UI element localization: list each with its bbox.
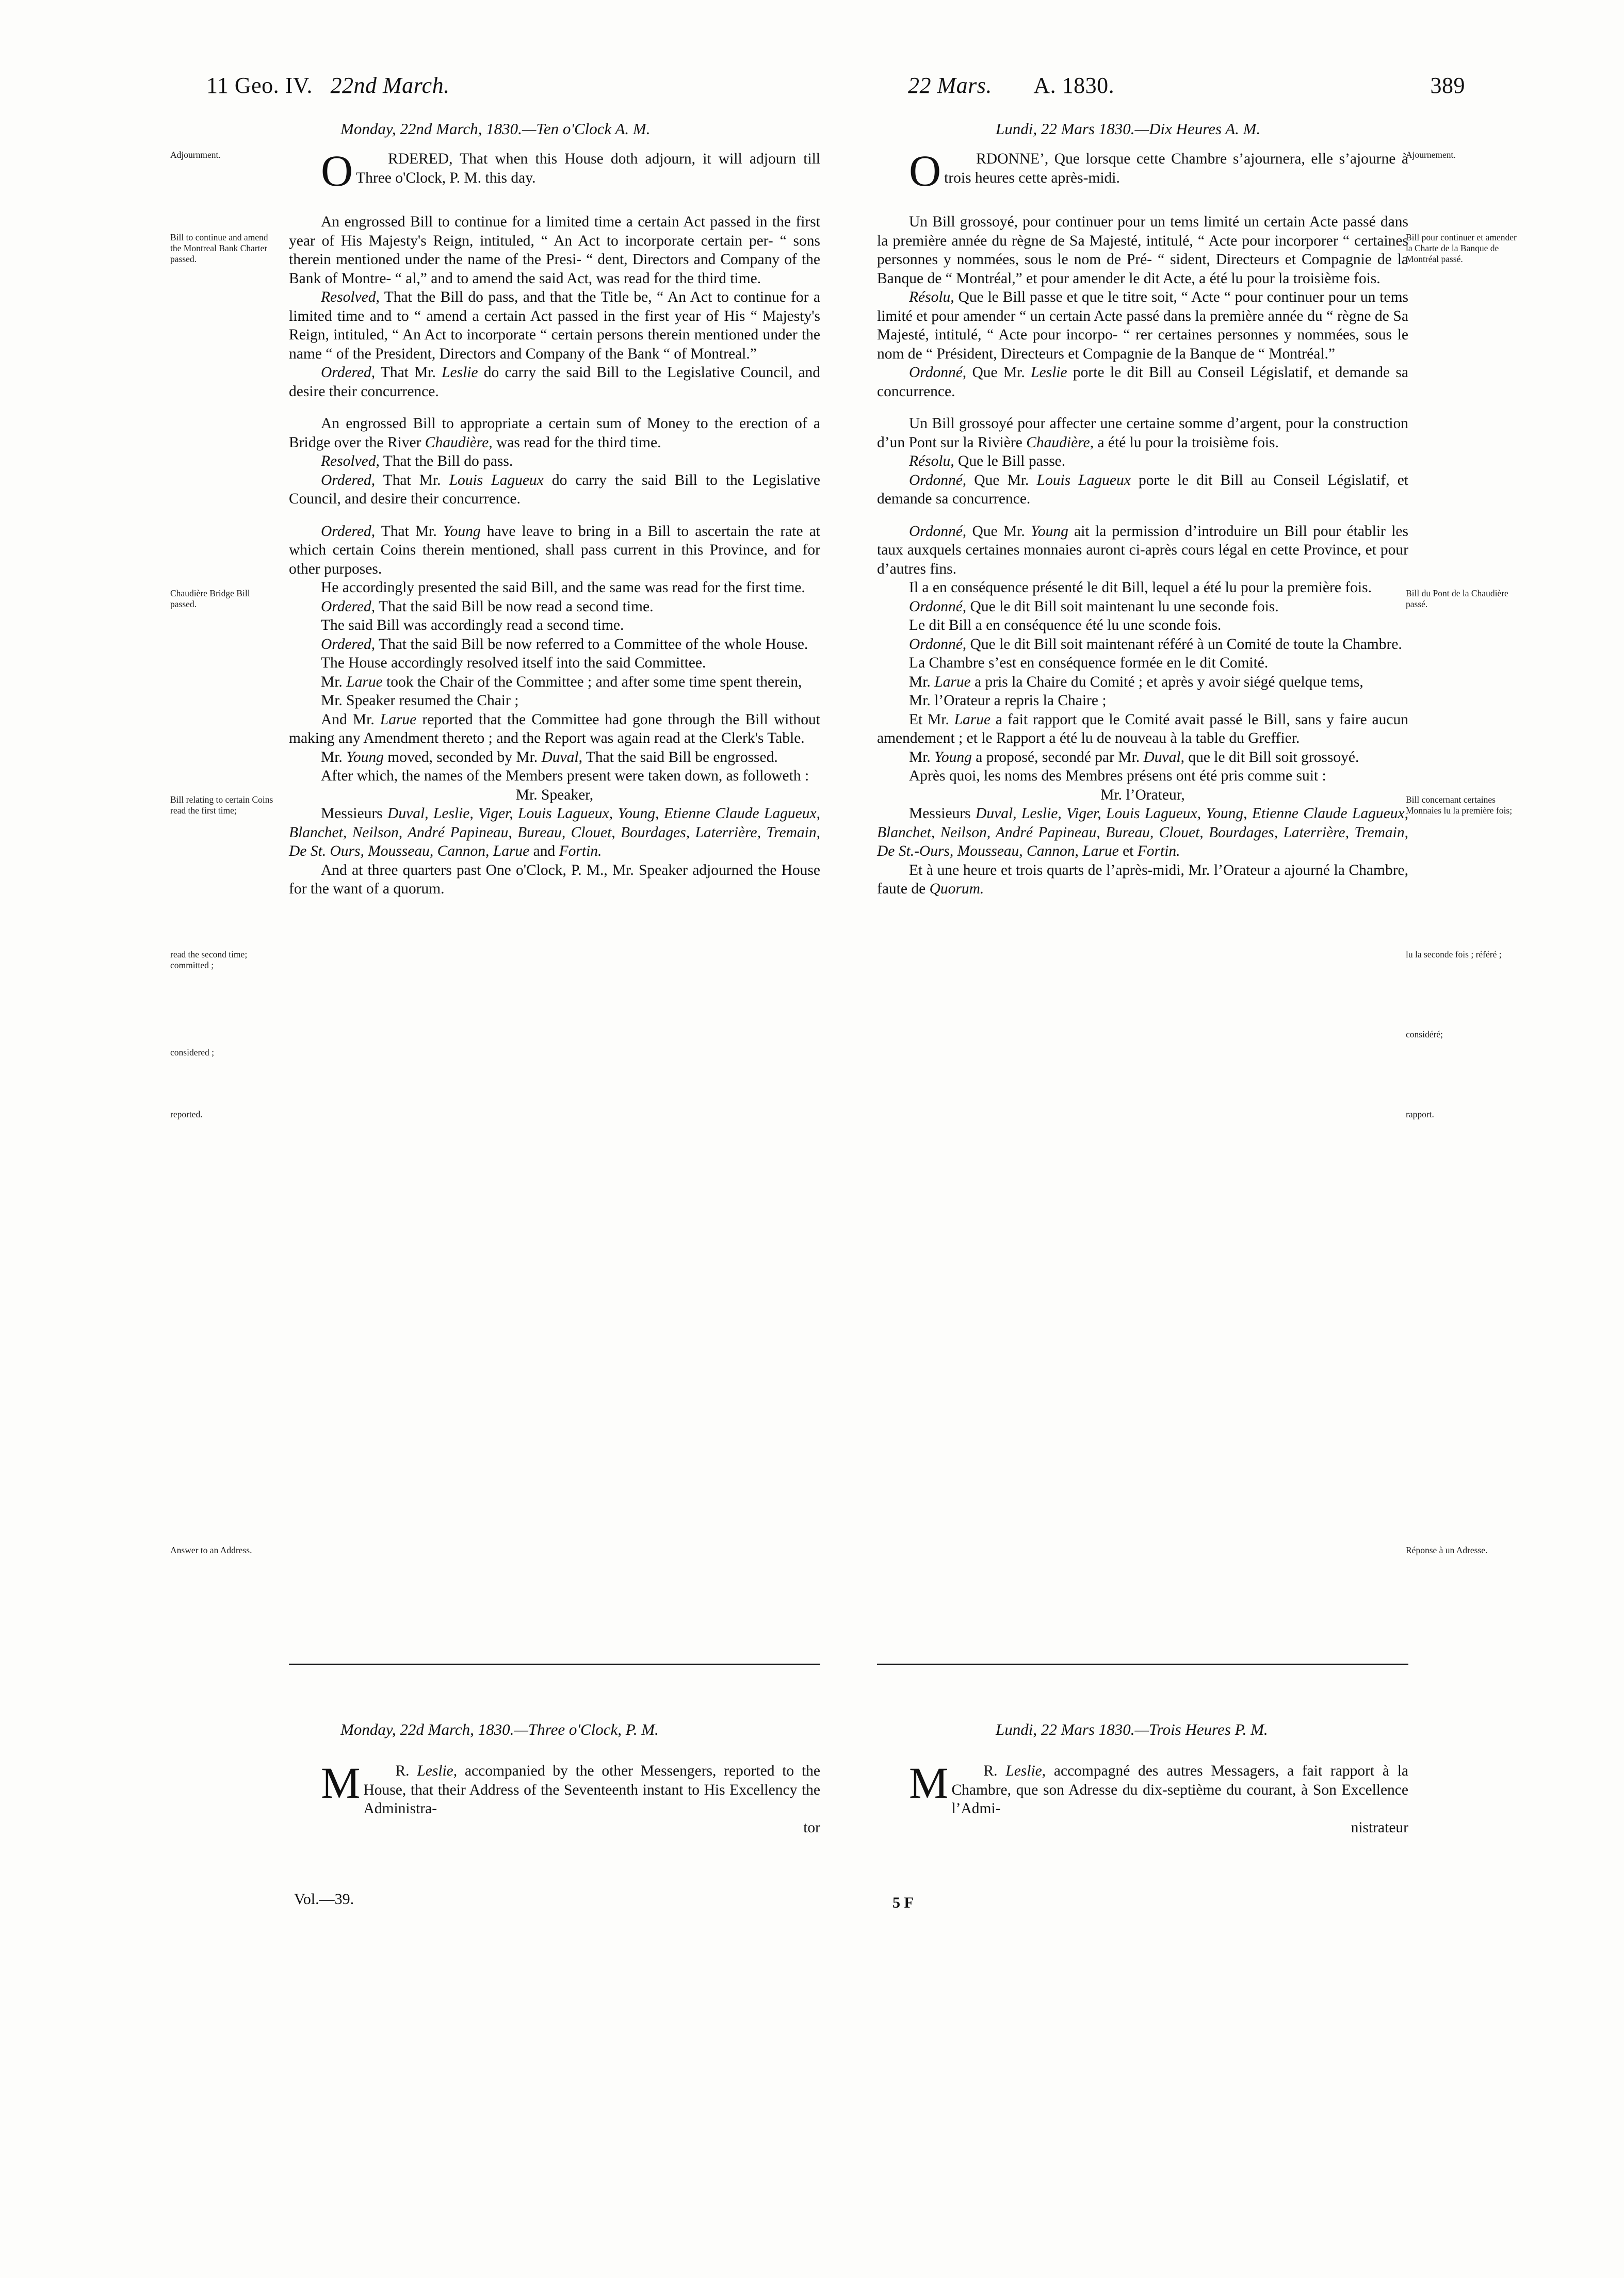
t24: Un Bill grossoyé pour affecter une certaine somme d’argent, pour la construction d’un Pont sur la Rivière — [877, 415, 1408, 451]
para-coins-read-second-fr: Le dit Bill a en conséquence été lu une sconde fois. — [909, 617, 1222, 633]
para-coins-committed-en — [289, 635, 820, 654]
margin-note-coins-fr: Bill concernant certaines Monnaies lu la première fois; — [1406, 794, 1513, 816]
afternoon-column-french — [877, 1758, 1408, 1837]
t26: Que le Bill passe. — [954, 453, 1066, 469]
para-members-list-fr — [877, 804, 1408, 861]
t1: That Mr. — [375, 364, 442, 381]
t34: a pris la Chaire du Comité ; et après y avoir siégé quelque tems, — [970, 673, 1363, 690]
member-young-en-2: Young — [346, 749, 384, 766]
para-speaker-resumed-en: Mr. Speaker resumed the Chair ; — [321, 692, 519, 709]
t46: accompagné des autres Messagers, a fait rapport à la Chambre, que son Adresse du dix-septième du courant, à Son Excellence l’Admi- — [951, 1763, 1408, 1817]
t35: Et Mr. — [909, 711, 954, 728]
t21: Que le Bill passe et que le titre soit, “ Acte “ pour continuer pour un tems limité et pour amender “ un certain Acte passé dans la première année du “ règne de Sa Majesté, intitulé, “ Acte pour incorpo- “ rer certaines personnes y nommées, sous le nom de “ Président, Directeurs et Compagnie de la Banque de “ Montréal.” — [877, 289, 1408, 362]
lead-resolved-en: Resolved, — [321, 289, 380, 305]
t9: have leave to bring in a Bill to ascertain the rate at which certain Coins therein mentioned, shall pass current in this Province, and for other purposes. — [289, 523, 820, 577]
dropcap-o-fr: O — [909, 146, 941, 196]
margin-note-bank-bill-en: Bill to continue and amend the Montreal Bank Charter passed. — [170, 232, 268, 264]
para-adjournment-fr — [877, 146, 1408, 199]
para-chaudiere-resolved-fr — [877, 452, 1408, 471]
river-chaudiere-en: Chaudière — [425, 434, 489, 451]
t23: porte le dit Bill au Conseil Législatif, et demande sa concurrence. — [877, 364, 1408, 400]
dropcap-o-en: O — [321, 146, 353, 196]
t5: That the Bill do pass. — [379, 453, 513, 469]
margin-note-bank-bill-fr: Bill pour continuer et amender la Charte de la Banque de Montréal passé. — [1406, 232, 1517, 264]
t31: Que le dit Bill soit maintenant lu une seconde fois. — [966, 598, 1279, 615]
t2: do carry the said Bill to the Legislative Council, and desire their concurrence. — [289, 364, 821, 400]
t37: Mr. — [909, 749, 935, 766]
session-heading-fr: Lundi, 22 Mars 1830.—Dix Heures A. M. — [996, 120, 1261, 138]
margin-note-reported-en: reported. — [170, 1109, 203, 1119]
members-list-fr: Duval, Leslie, Viger, Louis Lagueux, Young, Etienne Claude Lagueux, Blanchet, Neilson, André Papineau, Bureau, Clouet, Bourdages, Laterrière, Tremain, De St.-Ours, Mousseau, Cannon, Larue — [877, 805, 1408, 859]
para-adjourned-quorum-fr — [877, 861, 1408, 899]
para-coins-committed-fr — [877, 635, 1408, 654]
t42: Et à une heure et trois quarts de l’après-midi, Mr. l’Orateur a ajourné la Chambre, faute de — [877, 861, 1408, 897]
lead-resolved-en-2: Resolved, — [321, 453, 380, 469]
para-bank-bill-third-reading-fr: Un Bill grossoyé, pour continuer pour un tems limité un certain Acte passé dans la première année du règne de Sa Majesté, intitulé, “ Acte pour incorporer “ certaines personnes y nommées, sous le nom de Pré- “ sident, Directeurs et Compagnie de la Banque de “ Montréal,” et pour amender le dit Acte, a été lu pour la troisième fois. — [877, 214, 1408, 287]
para-bank-bill-resolved-en — [289, 288, 820, 363]
t4: , was read for the third time. — [489, 434, 661, 451]
margin-note-chaudiere-fr: Bill du Pont de la Chaudière passé. — [1406, 588, 1508, 609]
para-coins-presented-en: He accordingly presented the said Bill, and the same was read for the first time. — [321, 579, 805, 596]
member-young-fr-2: Young — [934, 749, 972, 766]
session-heading-row — [170, 120, 1470, 149]
t6: That Mr. — [375, 471, 449, 489]
margin-note-considered-fr: considéré; — [1406, 1029, 1443, 1039]
t15: reported that the Committee had gone through the Bill without making any Amendment thereto ; and the Report was again read at the Clerk's Table. — [289, 711, 820, 746]
t13: took the Chair of the Committee ; and after some time spent therein, — [382, 673, 802, 690]
lead-ordonne-fr-5: Ordonné, — [909, 636, 967, 653]
volume-line: Vol.—39. — [294, 1891, 354, 1908]
member-leslie-fr: Leslie — [1031, 364, 1067, 381]
catchword-fr: nistrateur — [1351, 1819, 1408, 1836]
t40: Messieurs — [909, 805, 976, 822]
para-address-answer-fr — [877, 1758, 1408, 1818]
para-chaudiere-ordered-en — [289, 471, 820, 509]
para-young-moved-fr — [877, 748, 1408, 767]
para-coins-ordered-fr — [877, 522, 1408, 579]
t17: moved, seconded by Mr. — [383, 749, 542, 766]
para-adjournment-en — [289, 146, 820, 199]
t20: and — [529, 843, 559, 859]
member-duval-fr: Duval — [1143, 749, 1181, 766]
para-bank-bill-third-reading-en: An engrossed Bill to continue for a limited time a certain Act passed in the first year of His Majesty's Reign, intituled, “ An Act to incorporate certain per- “ sons therein mentioned under the name of the Presi- “ dent, Directors and Company of the Bank of Montre- “ al,” and to amend the said Act, was read for the third time. — [289, 214, 820, 287]
running-head — [170, 72, 1470, 108]
dropcap-m-fr: M — [909, 1758, 949, 1808]
margin-note-reported-fr: rapport. — [1406, 1109, 1434, 1119]
members-list-en: Duval, Leslie, Viger, Louis Lagueux, Young, Etienne Claude Lagueux, Blanchet, Neilson, André Papineau, Bureau, Clouet, Bourdages, Laterrière, Tremain, De St. Ours, Mousseau, Cannon, Larue — [289, 805, 820, 859]
t7: do carry the said Bill to the Legislative Council, and desire their concurrence. — [289, 471, 820, 507]
member-young-fr: Young — [1031, 523, 1068, 540]
running-head-left — [206, 72, 450, 99]
lead-ordonne-fr-1: Ordonné, — [909, 364, 967, 381]
running-head-date-fr: 22 Mars. — [908, 73, 992, 98]
t28: porte le dit Bill au Conseil Législatif, et demande sa concurrence. — [877, 471, 1408, 507]
para-house-resolved-committee-en: The House accordingly resolved itself into the said Committee. — [321, 655, 706, 671]
para-coins-read-second-en: The said Bill was accordingly read a second time. — [321, 617, 624, 633]
t27: Que Mr. — [966, 471, 1037, 489]
t19: Messieurs — [321, 805, 388, 822]
lead-ordonne-fr-3: Ordonné, — [909, 523, 967, 540]
member-lagueux-en: Louis Lagueux — [449, 471, 544, 489]
column-english — [289, 146, 821, 899]
t29: Que Mr. — [966, 523, 1031, 540]
dropcap-m-en: M — [321, 1758, 361, 1808]
t36: a fait rapport que le Comité avait passé le Bill, sans y faire aucun amendement ; et le Rapport a été lu de nouveau à la table du Greffier. — [877, 711, 1408, 746]
t43: R. — [395, 1763, 417, 1779]
para-adjournment-fr-text: RDONNE’, Que lorsque cette Chambre s’ajournera, elle s’ajourne à trois heures cette après-midi. — [944, 151, 1408, 186]
para-chaudiere-third-reading-en — [289, 414, 820, 452]
t44: accompanied by the other Messengers, reported to the House, that their Address of the Seventeenth instant to His Excellency the Administra- — [363, 1763, 820, 1817]
member-lagueux-fr: Louis Lagueux — [1036, 471, 1131, 489]
regnal-year: 11 Geo. IV. — [206, 73, 313, 98]
para-larue-reported-en — [289, 710, 820, 748]
t33: Mr. — [909, 673, 935, 690]
t14: And Mr. — [321, 711, 380, 728]
para-adjourned-quorum-en: And at three quarters past One o'Clock, P. M., Mr. Speaker adjourned the House for the want of a quorum. — [289, 861, 820, 897]
para-names-taken-en: After which, the names of the Members present were taken down, as followeth : — [321, 768, 809, 784]
margin-note-answer-address-fr: Réponse à un Adresse. — [1406, 1545, 1488, 1555]
margin-note-second-reading-fr: lu la seconde fois ; référé ; — [1406, 949, 1502, 959]
signature-mark: 5 F — [892, 1894, 914, 1911]
para-young-moved-en — [289, 748, 820, 767]
t38: a proposé, secondé par Mr. — [971, 749, 1144, 766]
page-sheet — [170, 72, 1517, 2208]
para-chaudiere-resolved-en — [289, 452, 820, 471]
divider-rule-left — [289, 1664, 820, 1665]
margin-note-answer-address-en: Answer to an Address. — [170, 1545, 252, 1555]
para-house-resolved-committee-fr: La Chambre s’est en conséquence formée en le dit Comité. — [909, 655, 1269, 671]
session-heading-en: Monday, 22nd March, 1830.—Ten o'Clock A. M. — [340, 120, 651, 138]
member-fortin-en: Fortin. — [559, 843, 602, 859]
t16: Mr. — [321, 749, 347, 766]
member-larue-fr-2: Larue — [954, 711, 991, 728]
para-coins-ordered-en — [289, 522, 820, 579]
running-head-right — [908, 72, 1114, 99]
para-bank-bill-resolved-fr — [877, 288, 1408, 363]
para-coins-second-reading-order-en — [289, 597, 820, 616]
para-speaker-resumed-fr: Mr. l’Orateur a repris la Chaire ; — [909, 692, 1107, 709]
member-leslie-en: Leslie — [442, 364, 478, 381]
lead-ordered-en-4: Ordered, — [321, 598, 376, 615]
t39: , que le dit Bill soit grossoyé. — [1180, 749, 1359, 766]
para-coins-second-reading-order-fr — [877, 597, 1408, 616]
member-larue-fr: Larue — [934, 673, 971, 690]
para-larue-chair-en — [289, 673, 820, 692]
para-names-taken-fr: Après quoi, les noms des Membres présens ont été pris comme suit : — [909, 768, 1326, 784]
t18: , That the said Bill be engrossed. — [578, 749, 778, 766]
para-mr-orateur-fr: Mr. l’Orateur, — [1100, 786, 1185, 803]
afternoon-heading-fr: Lundi, 22 Mars 1830.—Trois Heures P. M. — [996, 1720, 1268, 1738]
lead-ordonne-fr-2: Ordonné, — [909, 471, 967, 489]
para-bank-bill-ordered-en — [289, 363, 820, 401]
para-chaudiere-ordered-fr — [877, 471, 1408, 509]
t11: That the said Bill be now referred to a Committee of the whole House. — [375, 636, 808, 653]
t10: That the said Bill be now read a second time. — [375, 598, 654, 615]
afternoon-heading-en: Monday, 22d March, 1830.—Three o'Clock, P. M. — [340, 1720, 659, 1738]
lead-ordered-en-1: Ordered, — [321, 364, 376, 381]
divider-rule-right — [877, 1664, 1408, 1665]
running-head-date-en: 22nd March. — [330, 73, 450, 98]
para-coins-presented-fr: Il a en conséquence présenté le dit Bill, lequel a été lu pour la première fois. — [909, 579, 1372, 596]
para-adjournment-en-text: RDERED, That when this House doth adjourn, it will adjourn till Three o'Clock, P. M. this day. — [356, 151, 820, 186]
member-larue-en-2: Larue — [380, 711, 417, 728]
lead-ordered-en-5: Ordered, — [321, 636, 376, 653]
para-members-list-en — [289, 804, 820, 861]
t8: That Mr. — [375, 523, 443, 540]
t32: Que le dit Bill soit maintenant référé à un Comité de toute la Chambre. — [966, 636, 1402, 653]
member-larue-en: Larue — [346, 673, 383, 690]
page-number: 389 — [1430, 73, 1465, 98]
quorum-word-fr: Quorum. — [929, 881, 984, 897]
afternoon-column-english — [289, 1758, 820, 1837]
margin-note-adjournment-en: Adjournment. — [170, 150, 221, 160]
running-head-year: A. 1830. — [1033, 73, 1115, 98]
margin-note-second-reading-en: read the second time; committed ; — [170, 949, 248, 970]
para-chaudiere-third-reading-fr — [877, 414, 1408, 452]
t3: An engrossed Bill to appropriate a certain sum of Money to the erection of a Bridge over the River — [289, 415, 820, 451]
member-young-en: Young — [443, 523, 481, 540]
t22: Que Mr. — [966, 364, 1031, 381]
para-address-answer-en — [289, 1758, 820, 1818]
member-leslie-afternoon-en: Leslie, — [417, 1763, 458, 1779]
member-fortin-fr: Fortin. — [1137, 843, 1180, 859]
member-duval-en: Duval — [541, 749, 579, 766]
t45: R. — [983, 1763, 1006, 1779]
para-mr-speaker-en: Mr. Speaker, — [515, 786, 594, 803]
lead-resolu-fr-2: Résolu, — [909, 453, 954, 469]
para-bank-bill-resolved-en-text: That the Bill do pass, and that the Title be, “ An Act to continue for a limited time and to “ amend a certain Act passed in the first year of His “ Majesty's Reign, intituled, “ An Act to incorporate “ certain persons therein mentioned under the name “ of the President, Directors and Company of the Bank “ of Montreal.” — [289, 289, 820, 362]
margin-note-considered-en: considered ; — [170, 1047, 215, 1057]
member-leslie-afternoon-fr: Leslie, — [1005, 1763, 1046, 1779]
margin-note-adjournment-fr: Ajournement. — [1406, 150, 1456, 160]
para-bank-bill-ordered-fr — [877, 363, 1408, 401]
t30: ait la permission d’introduire un Bill pour établir les taux auxquels certaines monnaies auront ci-après cours légal en cette Province, et pour d’autres fins. — [877, 523, 1408, 577]
t25: , a été lu pour la troisième fois. — [1090, 434, 1279, 451]
lead-ordonne-fr-4: Ordonné, — [909, 598, 967, 615]
para-larue-reported-fr — [877, 710, 1408, 748]
margin-note-chaudiere-en: Chaudière Bridge Bill passed. — [170, 588, 250, 609]
t41: et — [1118, 843, 1138, 859]
column-french — [877, 146, 1408, 899]
lead-resolu-fr: Résolu, — [909, 289, 954, 305]
lead-ordered-en-2: Ordered, — [321, 471, 376, 489]
river-chaudiere-fr: Chaudière — [1026, 434, 1090, 451]
catchword-en: tor — [803, 1819, 820, 1836]
lead-ordered-en-3: Ordered, — [321, 523, 376, 540]
margin-note-coins-en: Bill relating to certain Coins read the first time; — [170, 794, 273, 816]
para-larue-chair-fr — [877, 673, 1408, 692]
t12: Mr. — [321, 673, 347, 690]
